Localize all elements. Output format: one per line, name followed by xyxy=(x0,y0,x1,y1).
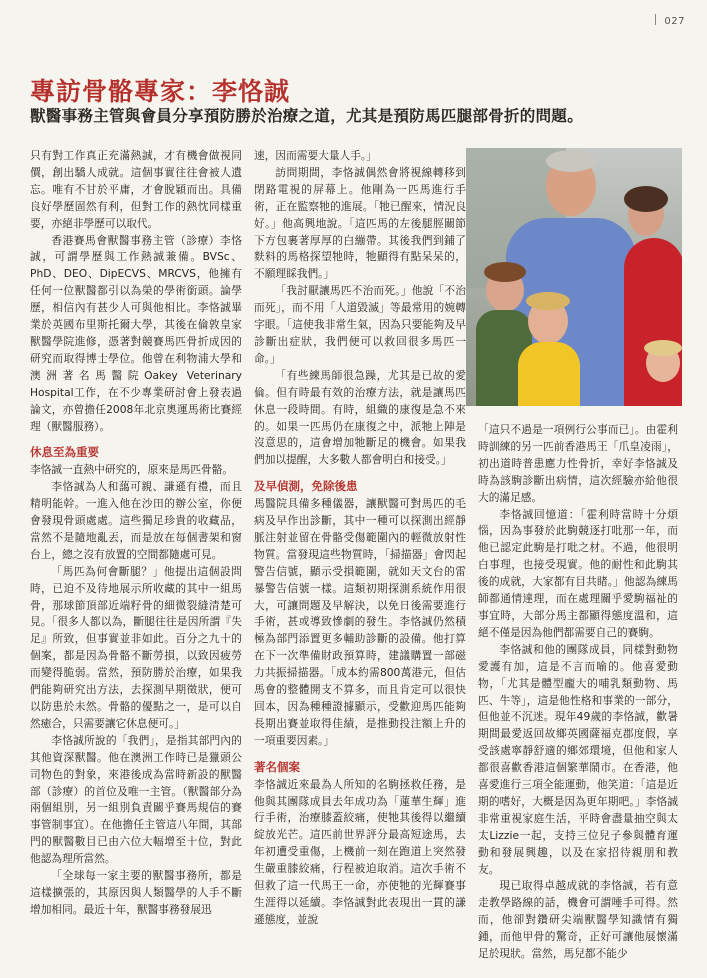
section-heading-early-detection: 及早偵測，免除後患 xyxy=(254,479,358,494)
paragraph: 「這只不過是一項例行公事而已」。由霍利時訓練的另一匹前香港馬王「爪皇凌雨」，初出道時普患應力性骨折，幸好李恪誠及時為該駒診斷出病情，這次經驗亦給他很大的滿足感。 xyxy=(478,423,678,504)
child-2-hair xyxy=(526,292,570,310)
column-2 xyxy=(254,148,466,929)
paragraph: 李恪誠為人和藹可親、謙遜有禮，而且精明能幹。一進入他在沙田的辦公室，你便會發現骨頭處處。這些獨足珍貴的收藏品，當然不是隨地亂丟，而是放在每個書架和窗台上，總之沒有放置的空間都隨處可見。 xyxy=(30,480,242,561)
woman-dress xyxy=(624,238,682,406)
section-heading-famous-cases: 著名個案 xyxy=(254,759,300,774)
paragraph: 只有對工作真正充滿熱誠，才有機會做視同價，創出驕人成就。這個事實往往會被人遺忘。唯有不甘於平庸，才會脫穎而出。具備良好學歷固然有利，但對工作的熱忱同樣重要，亦絕非學歷可以取代。 xyxy=(30,149,242,230)
paragraph: 「全球每一家主要的獸醫事務所，都是這樣擴張的，其原因與人類醫學的人手不斷增加相同。最近十年，獸醫事務發展迅 xyxy=(30,869,242,916)
paragraph: 李恪誠一直熱中研究的，原來是馬匹骨骼。 xyxy=(30,463,234,477)
paragraph: 「有些練馬師很急躁，尤其是已故的愛倫。但有時最有效的治療方法，就是讓馬匹休息一段時間。有時，組織的康復是急不來的。如果一匹馬仍在康復之中，派牠上陣是沒意思的，這會增加牠斷足的機會。如果我們加以提醒，大多數人都會明白和接受。」 xyxy=(254,368,466,467)
paragraph: 速，因而需要大量人手。」 xyxy=(254,149,377,162)
column-3 xyxy=(478,422,678,963)
page-number: 027 xyxy=(655,14,685,27)
paragraph: 現已取得卓越成就的李恪誠，若有意走教學路線的話，機會可謂唾手可得。然而，他卻對鑽研尖端獸醫學知識情有獨鍾，而他甲骨的驚奇，正好可讓他展懷滿足於現狀。當然，馬兒都不能少 xyxy=(478,879,678,961)
paragraph: 訪問期間，李恪誠偶然會將視線轉移到閉路電視的屏幕上。他剛為一匹馬進行手術，正在監察牠的進展。「牠已醒來，情況良好。」他高興地說。「這匹馬的左後腿脛關節下方包裹著厚厚的白繃帶。其後我們到鋪了麩料的馬格探望牠時，牠顯得有點呆呆的，不願理睬我們。」 xyxy=(254,165,466,281)
article-subtitle: 獸醫事務主管與會員分享預防勝於治療之道，尤其是預防馬匹腿部骨折的問題。 xyxy=(30,107,584,125)
article-title: 專訪骨骼專家：李恪誠 xyxy=(30,77,291,106)
woman-hair xyxy=(624,186,668,212)
child-2-shirt xyxy=(518,342,580,406)
paragraph: 「馬匹為何會斷腿？」他提出這個設問時，已迫不及待地展示所收藏的其中一組馬骨，那球節頂部近端籽骨的細微裂縫清楚可見。「很多人都以為，斷腿往往是因所謂『失足』所致，但事實並非如此。百分之九十的個案，都是因為骨骼不斷勞損，以致因疲勞而變得脆弱。當然，預防勝於治療，如果我們能夠研究出方法，去探測早期徵狀，便可以防患於未然。骨骼的優點之一，是可以自然癒合，只需要讓它休息便可。」 xyxy=(30,564,242,730)
child-3-hair xyxy=(644,340,682,356)
paragraph: 李恪誠所說的「我們」，是指其部門內的其他資深獸醫。他在澳洲工作時已是獵頭公司物色的對象，來港後成為當時新設的獸醫部（診療）的首位及唯一主管。（獸醫部分為兩個組別，另一組別負責關乎賽馬規信的賽事管制事宜）。在他擔任主管這八年間，其部門的獸醫數目已由六位大幅增至十位，對此他認為理所當然。 xyxy=(30,733,242,866)
paragraph: 李恪誠和他的團隊成員，同樣對動物愛護有加，這是不言而喻的。他喜愛動物，「尤其是體型龐大的哺乳類動物、馬匹、牛等」，這是他性格和事業的一部分，但他並不沉迷。現年49歲的李恪誠，歡暑期間最愛返回故鄉英國薩福克郡度假，享受該處寧靜舒適的鄉郊環境，但他和家人都很喜歡香港這個繁華鬧市。在香港，他喜愛進行三項全能運動，他笑道：「這是近期的嗜好，大概是因為更年期吧。」李恪誠非常重視家庭生活，平時會盡量抽空與太太Lizzie一起，支持三位兒子參與體育運動和發展興趣，以及在家招待親朋和教友。 xyxy=(478,642,678,876)
paragraph: 「我討厭讓馬匹不治而死。」他說「不治而死」，而不用「人道毀滅」等最常用的婉轉字眼。「這使我非常生氣，因為只要能夠及早診斷出症狀，我們便可以救回很多馬匹一命。」 xyxy=(254,284,466,365)
column-1 xyxy=(30,148,242,919)
paragraph: 香港賽馬會獸醫事務主管（診療）李恪誠，可謂學歷與工作熱誠兼備。BVSc、PhD、DEO、DipECVS、MRCVS，他擁有任何一位獸醫都引以為榮的學術銜頭。論學歷，相信內有甚少人可與他相比。李恪誠畢業於英國布里斯托爾大學，其後在倫敦皇家獸醫學院進修，憑著對競賽馬匹骨折成因的研究而取得博士學位。他曾在利物浦大學和澳洲著名馬醫院Oakey Veterinary Hospital工作，在不少專業研討會上發表過論文，亦曾擔任2008年北京奧運馬術比賽經理（獸醫服務）。 xyxy=(30,233,242,433)
section-heading-rest: 休息至為重要 xyxy=(30,445,99,460)
man-hair xyxy=(546,150,596,172)
family-photo xyxy=(466,148,682,406)
paragraph: 李恪誠回憶道：「霍利時當時十分煩惱，因為事發於此駒競逐打吡那一年，而他已認定此駒是打吡之材。不過，他很明白事理，也接受現實。他的耐性和此駒其後的成就，大家都有目共睹。」他認為練馬師都通情達理，而在處理關乎愛駒福祉的事宜時，大部分馬主都顯得態度溫和，這絕不僅是因為他們都需要自己的賽駒。 xyxy=(478,507,678,639)
paragraph: 李恪誠近來最為人所知的名駒拯救任務，是他與其團隊成員去年成功為「蓮華生輝」進行手術，治療膝蓋絞痛，使牠其後得以繼續綻放光芒。這匹前世界評分最高短途馬，去年初遭受重傷，上機前一刻在跑道上突然發生嚴重膝絞痛，行程被迫取消。這次手術不但救了這一代馬王一命，亦使牠的光輝賽事生涯得以延續。李恪誠對此表現出一貫的謙遜態度，並說 xyxy=(254,777,466,926)
child-1-hair xyxy=(484,262,526,282)
paragraph: 馬醫院具備多種儀器，讓獸醫可對馬匹的毛病及早作出診斷，其中一種可以探測出經靜脈注射並留在骨骼受傷範圍內的輕微放射性物質。當發現這些物質時，「掃描器」會閃起警告信號，顯示受損範圍，就如天文台的雷暴警告信號一樣。這類初期探測系統作用很大，可讓問題及早解決，以免日後需要進行手術，甚或導致慘劇的發生。李恪誠仍然積極為部門添置更多輔助診斷的設備。他打算在下一次準備財政預算時，建議購置一部磁力共振掃描器。「成本約需800萬港元，但估馬會的整體開支不算多，而且肯定可以很快回本，因為種種證據顯示，受歡迎馬匹能夠長期出賽並取得佳績，是推動投注額上升的一項重要因素。」 xyxy=(254,497,466,747)
